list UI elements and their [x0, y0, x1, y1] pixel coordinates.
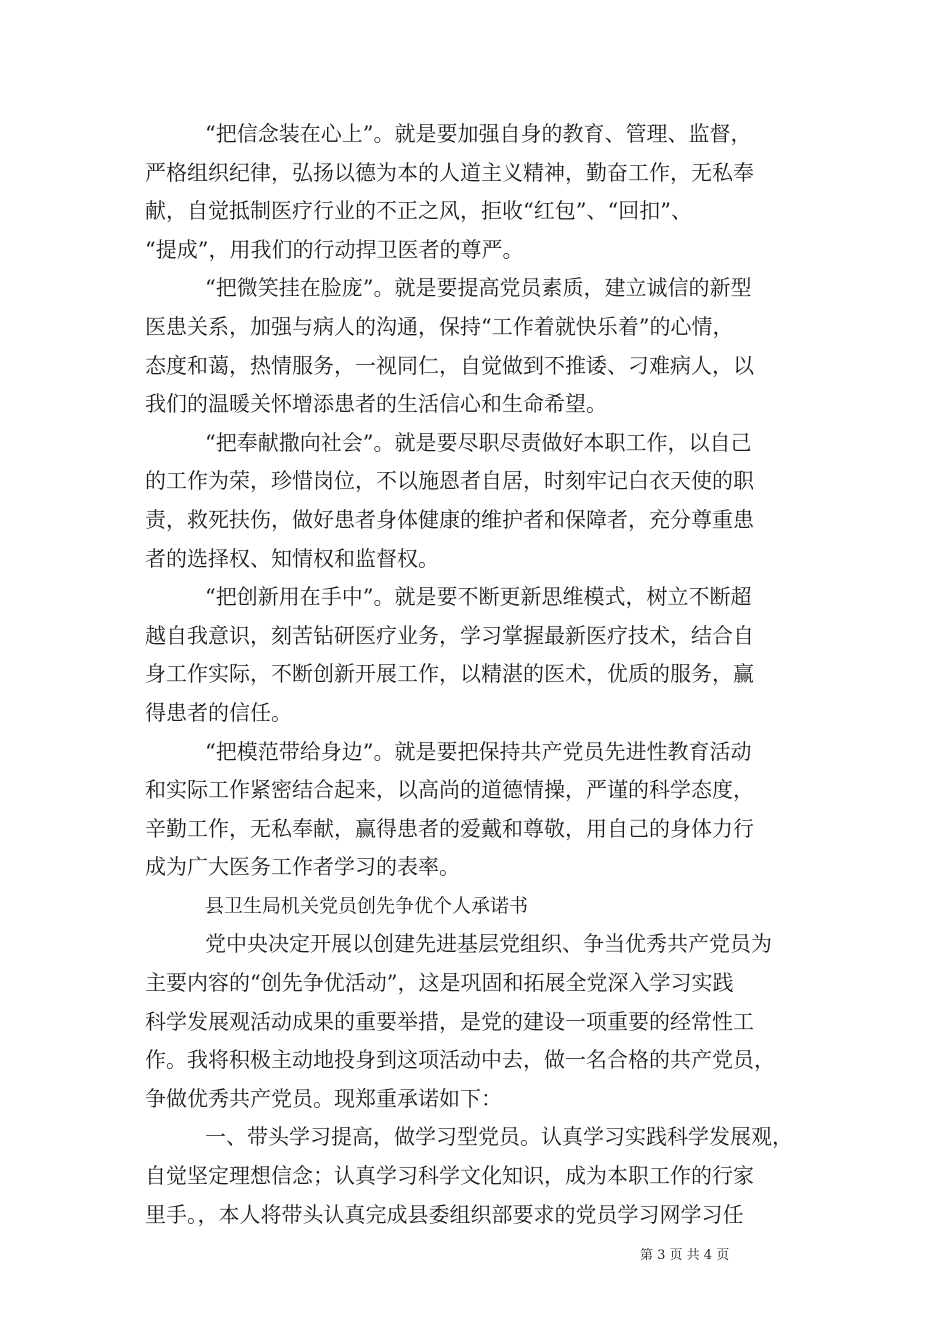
paragraph-dedication: [145, 424, 820, 578]
text-line: “提成”，用我们的行动捍卫医者的尊严。: [145, 237, 524, 262]
paragraph-intro: [145, 925, 820, 1118]
text-line: 者的选择权、知情权和监督权。: [145, 546, 439, 571]
text-line: 越自我意识，刻苦钻研医疗业务，学习掌握最新医疗技术，结合自: [145, 623, 754, 648]
paragraph-model: [145, 733, 820, 887]
text-line: “把信念装在心上”。就是要加强自身的教育、管理、监督，: [205, 122, 752, 146]
text-line: “把创新用在手中”。就是要不断更新思维模式，树立不断超: [205, 585, 752, 610]
text-line: “把微笑挂在脸庞”。就是要提高党员素质，建立诚信的新型: [205, 276, 752, 301]
paragraph-smile: [145, 269, 820, 423]
text-line: 一、带头学习提高，做学习型党员。认真学习实践科学发展观，: [205, 1125, 793, 1150]
text-line: 辛勤工作，无私奉献，赢得患者的爱戴和尊敬，用自己的身体力行: [145, 816, 754, 841]
text-line: 的工作为荣，珍惜岗位，不以施恩者自居，时刻牢记白衣天使的职: [145, 469, 754, 494]
text-line: 责，救死扶伤，做好患者身体健康的维护者和保障者，充分尊重患: [145, 507, 754, 532]
text-line: 党中央决定开展以创建先进基层党组织、争当优秀共产党员为: [205, 932, 772, 957]
paragraph-innovation: [145, 578, 820, 732]
text-line: 成为广大医务工作者学习的表率。: [145, 855, 460, 880]
paragraph-faith: [145, 115, 820, 269]
text-line: 献，自觉抵制医疗行业的不正之风，拒收“红包”、“回扣”、: [145, 199, 692, 224]
text-line: 得患者的信任。: [145, 700, 292, 725]
document-body: [145, 115, 820, 1234]
text-line: “把模范带给身边”。就是要把保持共产党员先进性教育活动: [205, 739, 752, 764]
text-line: 争做优秀共产党员。现郑重承诺如下：: [145, 1086, 502, 1111]
text-line: 医患关系，加强与病人的沟通，保持“工作着就快乐着”的心情，: [145, 314, 734, 339]
text-line: 里手。，本人将带头认真完成县委组织部要求的党员学习网学习任: [145, 1202, 744, 1227]
text-line: 自觉坚定理想信念；认真学习科学文化知识，成为本职工作的行家: [145, 1164, 754, 1189]
text-line: 身工作实际，不断创新开展工作，以精湛的医术，优质的服务，赢: [145, 662, 754, 687]
paragraph-commitment-one: [145, 1118, 820, 1234]
text-line: 主要内容的“创先争优活动”，这是巩固和拓展全党深入学习实践: [145, 971, 734, 996]
text-line: 我们的温暖关怀增添患者的生活信心和生命希望。: [145, 392, 607, 417]
text-line: 严格组织纪律，弘扬以德为本的人道主义精神，勤奋工作，无私奉: [145, 160, 754, 185]
section-title: 县卫生局机关党员创先争优个人承诺书: [205, 894, 529, 917]
text-line: 态度和蔼，热情服务，一视同仁，自觉做到不推诿、刁难病人，以: [145, 353, 754, 378]
text-line: 科学发展观活动成果的重要举措，是党的建设一项重要的经常性工: [145, 1009, 754, 1034]
page-number-footer: 第 3 页 共 4 页: [640, 1248, 730, 1263]
text-line: 和实际工作紧密结合起来，以高尚的道德情操，严谨的科学态度，: [145, 778, 754, 803]
text-line: 作。我将积极主动地投身到这项活动中去，做一名合格的共产党员，: [145, 1048, 775, 1073]
text-line: “把奉献撒向社会”。就是要尽职尽责做好本职工作，以自己: [205, 430, 752, 455]
